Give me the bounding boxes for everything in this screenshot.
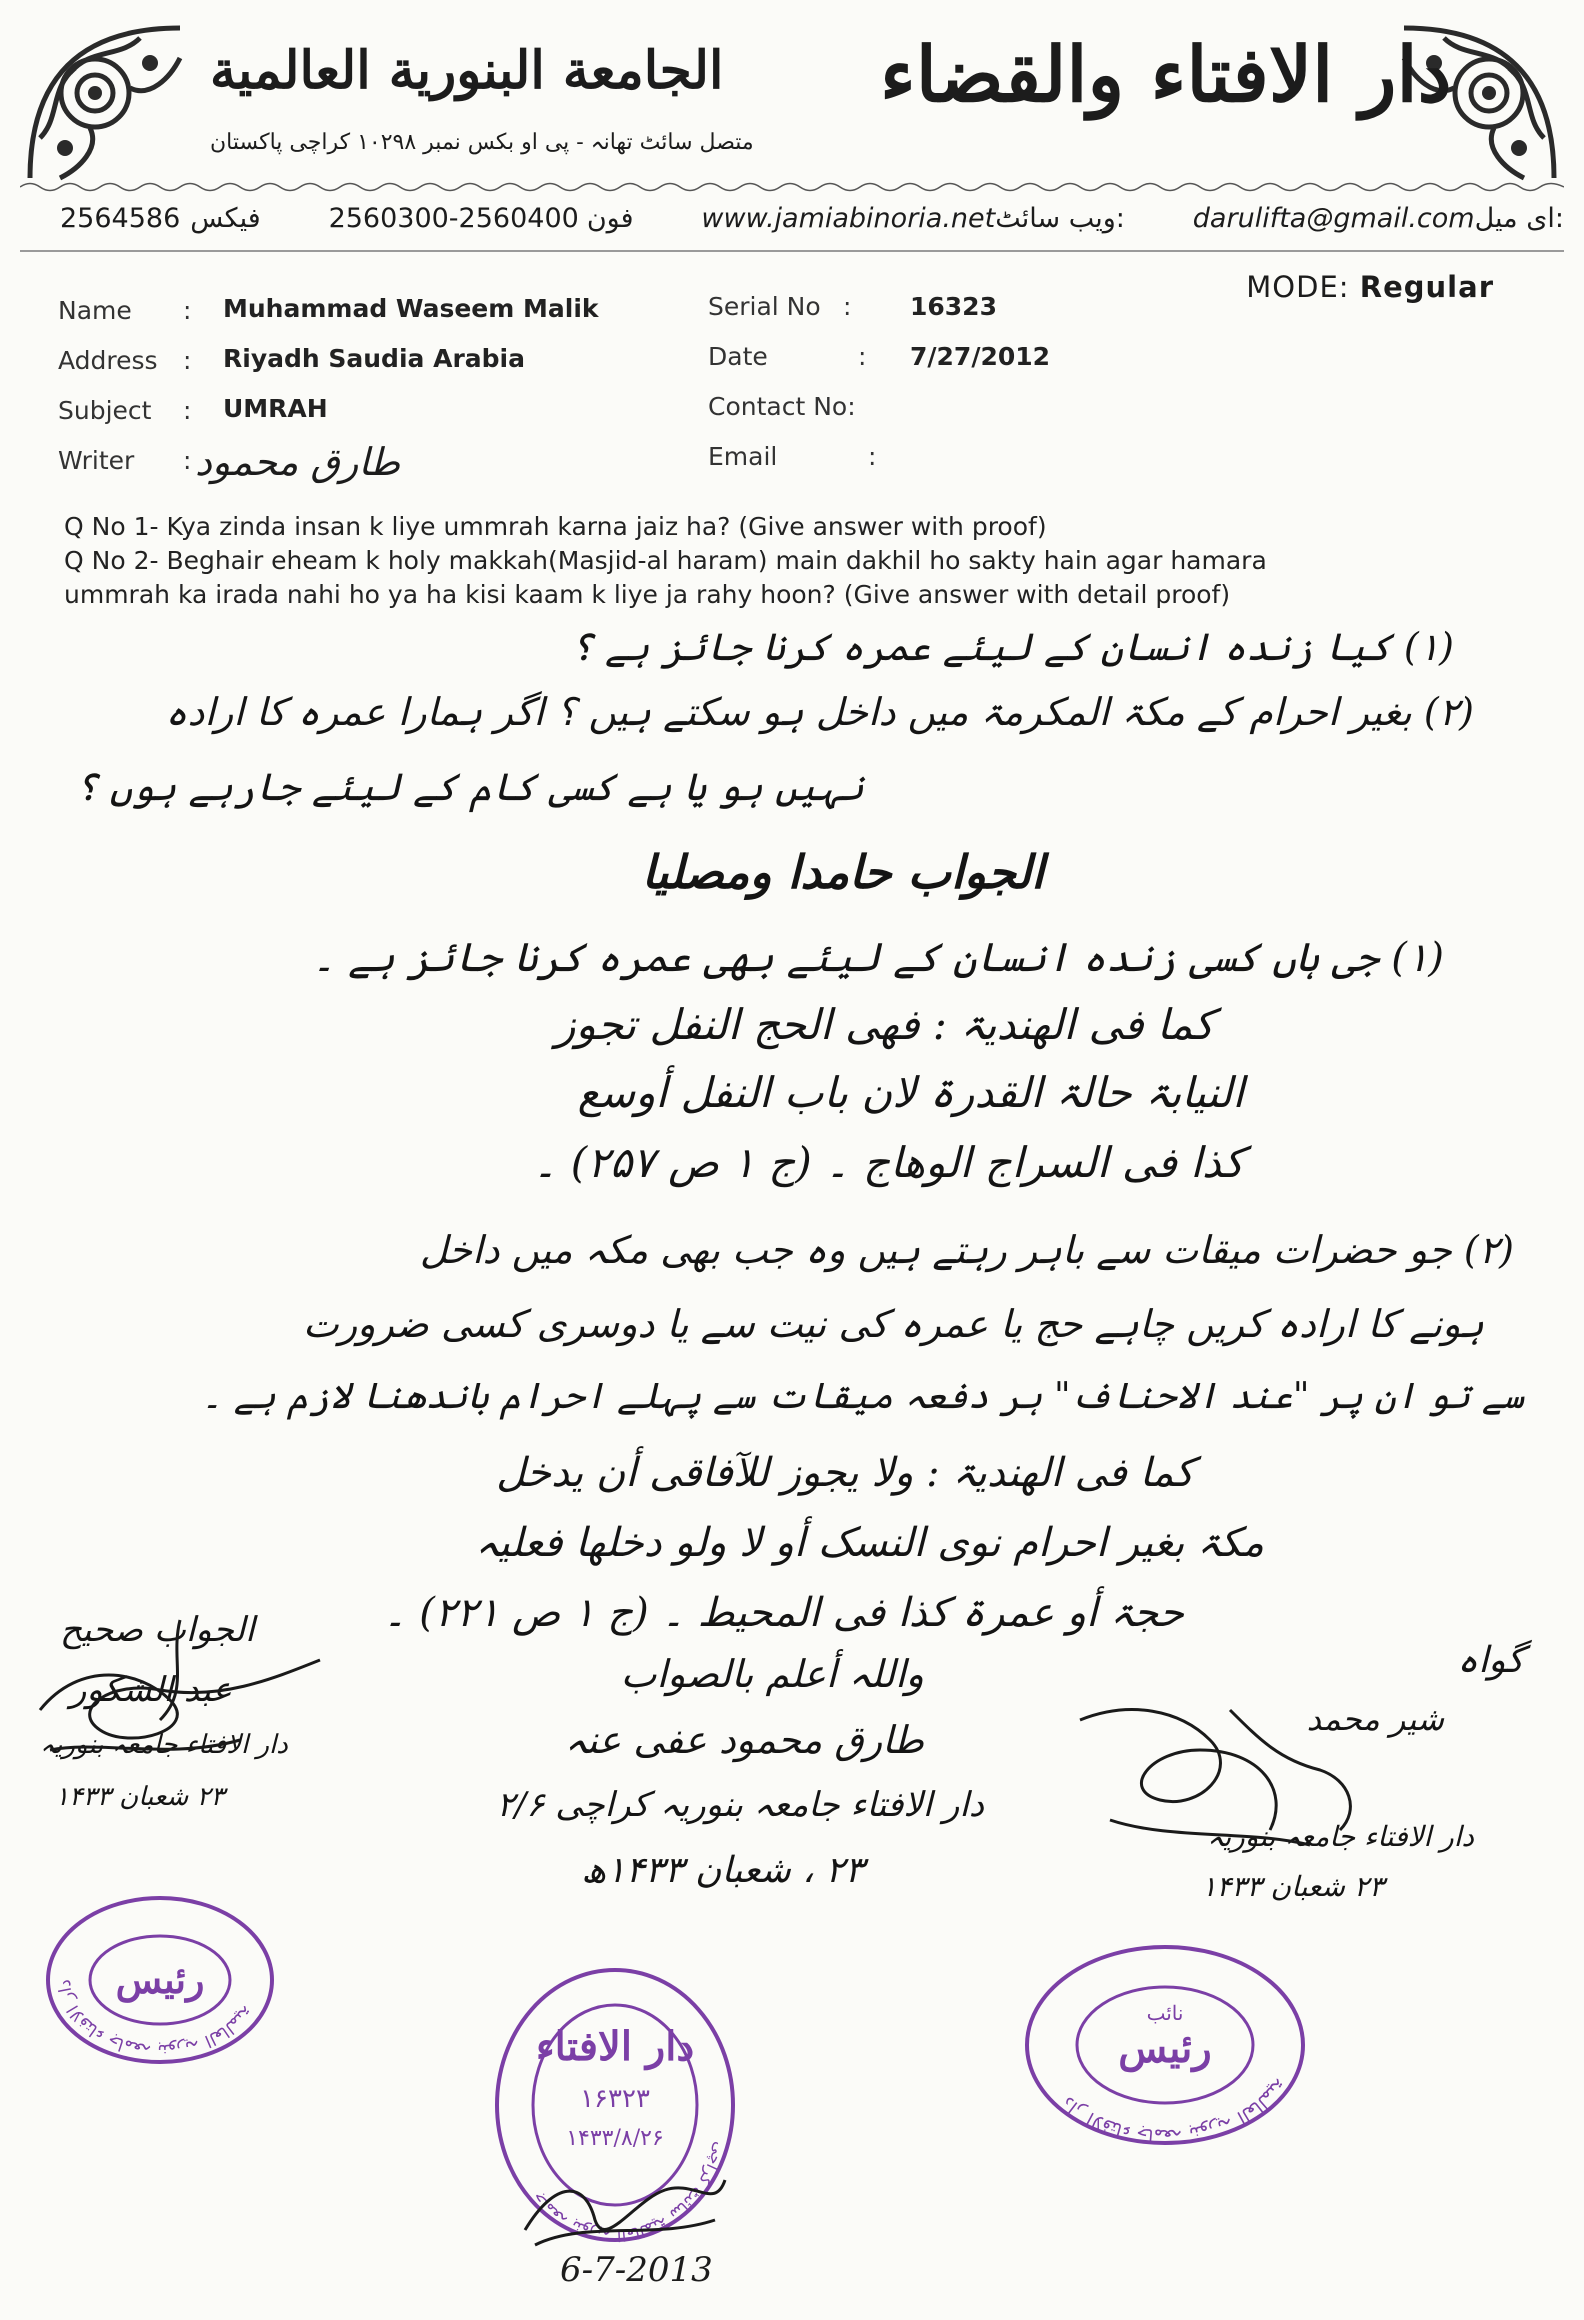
address-value: Riyadh Saudia Arabia bbox=[223, 344, 525, 373]
phone-label: فون bbox=[586, 202, 634, 234]
ornament-corner-left-icon bbox=[20, 18, 190, 188]
website-group bbox=[701, 203, 1124, 234]
contact-row bbox=[60, 196, 1564, 240]
writer-colon: : bbox=[183, 446, 192, 475]
question-en-1: Q No 1- Kya zinda insan k liye ummrah karna jaiz ha? (Give answer with proof) bbox=[64, 512, 1047, 541]
answer-2-line-2: ہونے کا ارادہ کریں چاہے حج یا عمرہ کی نیت سے یا دوسری کسی ضرورت bbox=[303, 1302, 1484, 1346]
mode-value: Regular bbox=[1359, 270, 1494, 304]
email-field-label: Email bbox=[708, 442, 778, 471]
stamp-left bbox=[40, 1890, 280, 2070]
mode-label: MODE: bbox=[1246, 270, 1350, 304]
answer-2-line-6: حجۃ أو عمرۃ کذا فی المحیط ۔ (ج ۱ ص ۲۲۱) ۔ bbox=[383, 1590, 1184, 1636]
right-witness-label: گواہ bbox=[1457, 1640, 1524, 1681]
left-witness-dept: دار الافتاء جامعہ بنوریہ bbox=[40, 1730, 288, 1760]
stamp-right-top: نائب bbox=[1146, 2001, 1184, 2025]
stamp-right-center: رئیس bbox=[1118, 2025, 1212, 2072]
closing-date: ۲۳ ، شعبان ۱۴۳۳ھ bbox=[581, 1850, 864, 1891]
answer-1-line-4: کذا فی السراج الوھاج ۔ (ج ۱ ص ۲۵۷) ۔ bbox=[532, 1138, 1244, 1187]
fax-group bbox=[60, 203, 261, 234]
bottom-signature-icon bbox=[515, 2160, 735, 2260]
writer-value: طارق محمود bbox=[195, 440, 401, 484]
right-witness-dept: دار الافتاء جامعہ بنوریہ bbox=[1207, 1820, 1474, 1853]
stamp-left-center: رئیس bbox=[115, 1957, 205, 2002]
header-divider bbox=[20, 250, 1564, 252]
right-witness-name: شیر محمد bbox=[1306, 1700, 1444, 1738]
answer-1-line-1: (۱) جی ہاں کسی زندہ انسان کے لیئے بھی عمرہ کرنا جائز ہے ۔ bbox=[311, 935, 1444, 981]
answer-2-line-1: (۲) جو حضرات میقات سے باہر رہتے ہیں وہ جب بھی مکہ میں داخل bbox=[419, 1228, 1514, 1272]
closing-institution: دار الافتاء جامعہ بنوریہ کراچی ۲/۶ bbox=[496, 1785, 984, 1825]
question-en-2b: ummrah ka irada nahi ho ya ha kisi kaam k liye ja rahy hoon? (Give answer with detail proof) bbox=[64, 580, 1231, 609]
subject-value: UMRAH bbox=[223, 394, 328, 423]
mode-field bbox=[1246, 270, 1494, 304]
answer-1-line-2: کما فی الھندیۃ : فھی الحج النفل تجوز bbox=[555, 1000, 1214, 1049]
email-colon: : bbox=[868, 442, 877, 471]
writer-label: Writer bbox=[58, 446, 135, 475]
left-witness-date: ۲۳ شعبان ۱۴۳۳ bbox=[55, 1782, 225, 1812]
contact-label: Contact No: bbox=[708, 392, 856, 421]
serial-colon: : bbox=[843, 292, 852, 321]
date-value: 7/27/2012 bbox=[910, 342, 1051, 371]
bottom-date: 6-7-2013 bbox=[560, 2250, 713, 2290]
left-witness-name: عبد الشکور bbox=[70, 1670, 233, 1710]
name-colon: : bbox=[183, 296, 192, 325]
fax-number: 2564586 bbox=[60, 202, 181, 234]
question-ur-2a: (۲) بغیر احرام کے مکۃ المکرمۃ میں داخل ہو سکتے ہیں ؟ اگر ہمارا عمرہ کا ارادہ bbox=[165, 690, 1474, 734]
answer-heading: الجواب حامدا ومصلیا bbox=[641, 845, 1044, 899]
answer-2-line-5: مکۃ بغیر احرام نوی النسک أو لا ولو دخلھا فعلیہ bbox=[475, 1520, 1264, 1566]
answer-1-line-3: النیابۃ حالۃ القدرۃ لان باب النفل أوسع bbox=[577, 1068, 1244, 1117]
name-label: Name bbox=[58, 296, 132, 325]
right-witness-date: ۲۳ شعبان ۱۴۳۳ bbox=[1201, 1870, 1384, 1903]
stamp-center-ring: جامعہ بنوریہ العالمیۃ سائٹ کراچی bbox=[527, 2139, 731, 2245]
date-label: Date bbox=[708, 342, 768, 371]
stamp-right-ring: دار الافتاء جامعہ بنوریہ العالمیۃ bbox=[1058, 2073, 1291, 2147]
right-witness-signature-icon bbox=[1050, 1680, 1380, 1860]
svg-text:دار الافتاء جامعہ بنوریہ العال bbox=[1058, 2073, 1290, 2146]
stamp-center-date: ۱۴۳۳/۸/۲۶ bbox=[566, 2126, 664, 2151]
organization-name: الجامعة البنورية العالمية bbox=[210, 40, 724, 101]
stamp-center-serial: ۱۶۳۲۳ bbox=[580, 2084, 650, 2114]
closing-wallahu-alam: واللہ أعلم بالصواب bbox=[620, 1652, 924, 1696]
decorative-border-line bbox=[20, 180, 1564, 194]
stamp-right bbox=[1020, 1940, 1310, 2150]
question-ur-1: (۱) کیا زندہ انسان کے لیئے عمرہ کرنا جائز ہے ؟ bbox=[570, 625, 1454, 669]
phone-number: 2560300-2560400 bbox=[328, 202, 579, 234]
organization-address: متصل سائٹ تھانہ - پی او بکس نمبر ۱۰۲۹۸ کراچی پاکستان bbox=[210, 130, 754, 155]
address-label: Address bbox=[58, 346, 158, 375]
subject-colon: : bbox=[183, 396, 192, 425]
question-en-2a: Q No 2- Beghair eheam k holy makkah(Masjid-al haram) main dakhil ho sakty hain agar hamara bbox=[64, 546, 1267, 575]
stamp-left-ring: دار الافتاء جامعہ بنوریہ العالمیۃ bbox=[54, 1978, 257, 2061]
email-link[interactable]: darulifta@gmail.com bbox=[1192, 202, 1475, 234]
serial-label: Serial No bbox=[708, 292, 821, 321]
left-witness-label: الجواب صحیح bbox=[60, 1610, 255, 1650]
address-colon: : bbox=[183, 346, 192, 375]
stamp-center-top: دار الافتاء bbox=[535, 2023, 695, 2070]
website-label: ویب سائٹ: bbox=[995, 202, 1125, 234]
serial-value: 16323 bbox=[910, 292, 997, 321]
department-name: دار الافتاء والقضاء bbox=[880, 30, 1452, 119]
subject-label: Subject bbox=[58, 396, 152, 425]
question-ur-2b: نہیں ہو یا ہے کسی کام کے لیئے جارہے ہوں ؟ bbox=[75, 765, 864, 809]
answer-2-line-4: کما فی الھندیۃ : ولا یجوز للآفاقی أن یدخل bbox=[496, 1450, 1194, 1496]
email-label-ar: ای میل: bbox=[1474, 202, 1564, 234]
answer-2-line-3: سے تو ان پر "عند الاحناف" ہر دفعہ میقات سے پہلے احرام باندھنا لازم ہے ۔ bbox=[201, 1376, 1524, 1417]
fax-label: فیکس bbox=[190, 202, 261, 234]
left-witness-signature-icon bbox=[20, 1600, 350, 1790]
website-link[interactable]: www.jamiabinoria.net bbox=[701, 202, 996, 234]
date-colon: : bbox=[858, 342, 867, 371]
email-group bbox=[1193, 203, 1564, 234]
phone-group bbox=[329, 203, 634, 234]
name-value: Muhammad Waseem Malik bbox=[223, 294, 599, 323]
closing-mufti-name: طارق محمود عفی عنہ bbox=[564, 1718, 924, 1762]
